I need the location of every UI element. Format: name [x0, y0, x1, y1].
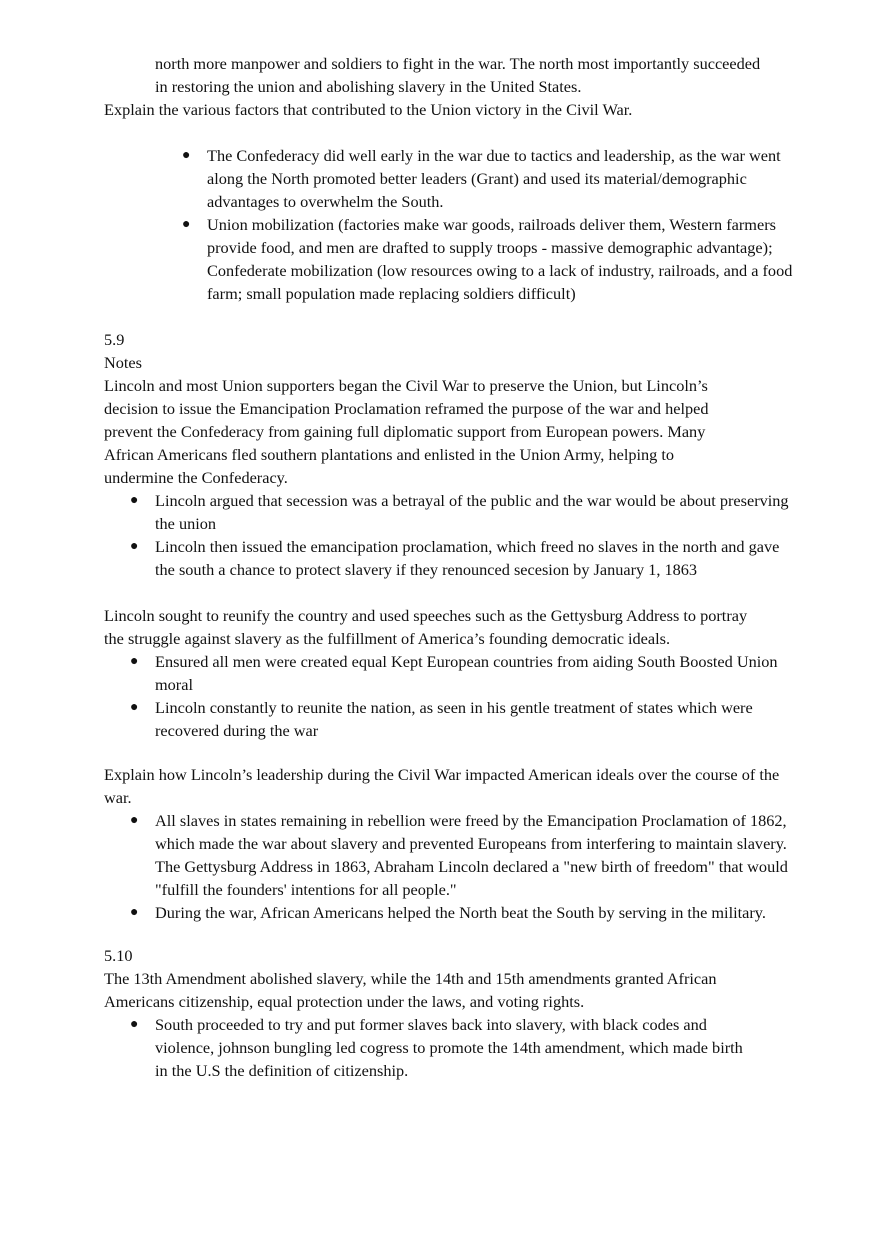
notes-label: Notes [104, 353, 142, 372]
bullet-icon: ● [182, 148, 191, 163]
list-item-text: Union mobilization (factories make war goods, railroads deliver them, Western farmers provide food, and men are drafted to supply troops - massive demographic advantage); Confederate mobilization (low resources owing to a lack of industry, railroads, and a food farm; small population made replacing soldiers difficult) [207, 215, 793, 303]
list-item-text: All slaves in states remaining in rebellion were freed by the Emancipation Proclamation of 1862, which made the war about slavery and prevented Europeans from interfering to maintain slavery. The Gettysburg Address in 1863, Abraham Lincoln declared a "new birth of freedom" that would "fulfill the founders' intentions for all people." [155, 811, 788, 899]
bullet-icon: ● [130, 654, 139, 669]
answers-union-victory [182, 144, 797, 305]
intro-continuation: north more manpower and soldiers to fight in the war. The north most importantly succeeded in restoring the union and abolishing slavery in the United States. [155, 54, 761, 96]
answers-lincoln-leadership [130, 809, 795, 924]
list-item [182, 213, 797, 305]
list-item-text: During the war, African Americans helped the North beat the South by serving in the military. [155, 903, 766, 922]
list-item [130, 535, 795, 581]
section-5-9-bullets-2 [130, 650, 795, 742]
list-item-text: Ensured all men were created equal Kept European countries from aiding South Boosted Union moral [155, 652, 778, 694]
question-union-victory: Explain the various factors that contributed to the Union victory in the Civil War. [104, 100, 633, 119]
list-item [182, 144, 797, 213]
bullet-icon: ● [130, 700, 139, 715]
list-item-text: Lincoln argued that secession was a betrayal of the public and the war would be about preserving the union [155, 491, 789, 533]
list-item-text: Lincoln constantly to reunite the nation, as seen in his gentle treatment of states which were recovered during the war [155, 698, 753, 740]
bullet-icon: ● [182, 217, 191, 232]
section-5-9-bullets-1 [130, 489, 795, 581]
list-item [130, 650, 795, 696]
bullet-icon: ● [130, 539, 139, 554]
section-number-5-10: 5.10 [104, 946, 133, 965]
bullet-icon: ● [130, 813, 139, 828]
section-number-5-9: 5.9 [104, 330, 125, 349]
question-lincoln-leadership: Explain how Lincoln’s leadership during the Civil War impacted American ideals over the course of the war. [104, 765, 780, 807]
list-item-text: The Confederacy did well early in the war due to tactics and leadership, as the war went along the North promoted better leaders (Grant) and used its material/demographic advantages to overwhelm the South. [207, 146, 781, 211]
list-item [130, 489, 795, 535]
section-5-10-paragraph-1: The 13th Amendment abolished slavery, while the 14th and 15th amendments granted African Americans citizenship, equal protection under the laws, and voting rights. [104, 969, 717, 1011]
bullet-icon: ● [130, 493, 139, 508]
list-item [130, 809, 795, 901]
list-item [130, 696, 795, 742]
bullet-icon: ● [130, 905, 139, 920]
list-item-text: Lincoln then issued the emancipation proclamation, which freed no slaves in the north and gave the south a chance to protect slavery if they renounced secesion by January 1, 1863 [155, 537, 780, 579]
bullet-icon: ● [130, 1017, 139, 1032]
section-5-9-paragraph-1: Lincoln and most Union supporters began the Civil War to preserve the Union, but Lincoln’s decision to issue the Emancipation Proclamation reframed the purpose of the war and helped prevent the Confederacy from gaining full diplomatic support from European powers. Many African Americans fled southern plantations and enlisted in the Union Army, helping to undermine the Confederacy. [104, 376, 709, 487]
list-item-text: South proceeded to try and put former slaves back into slavery, with black codes and violence, johnson bungling led cogress to promote the 14th amendment, which made birth in the U.S the definition of citizenship. [155, 1015, 743, 1080]
list-item [130, 1013, 755, 1082]
list-item [130, 901, 795, 924]
section-5-9-paragraph-2: Lincoln sought to reunify the country and used speeches such as the Gettysburg Address to portray the struggle against slavery as the fulfillment of America’s founding democratic ideals. [104, 606, 748, 648]
section-5-10-bullets-1 [130, 1013, 755, 1082]
